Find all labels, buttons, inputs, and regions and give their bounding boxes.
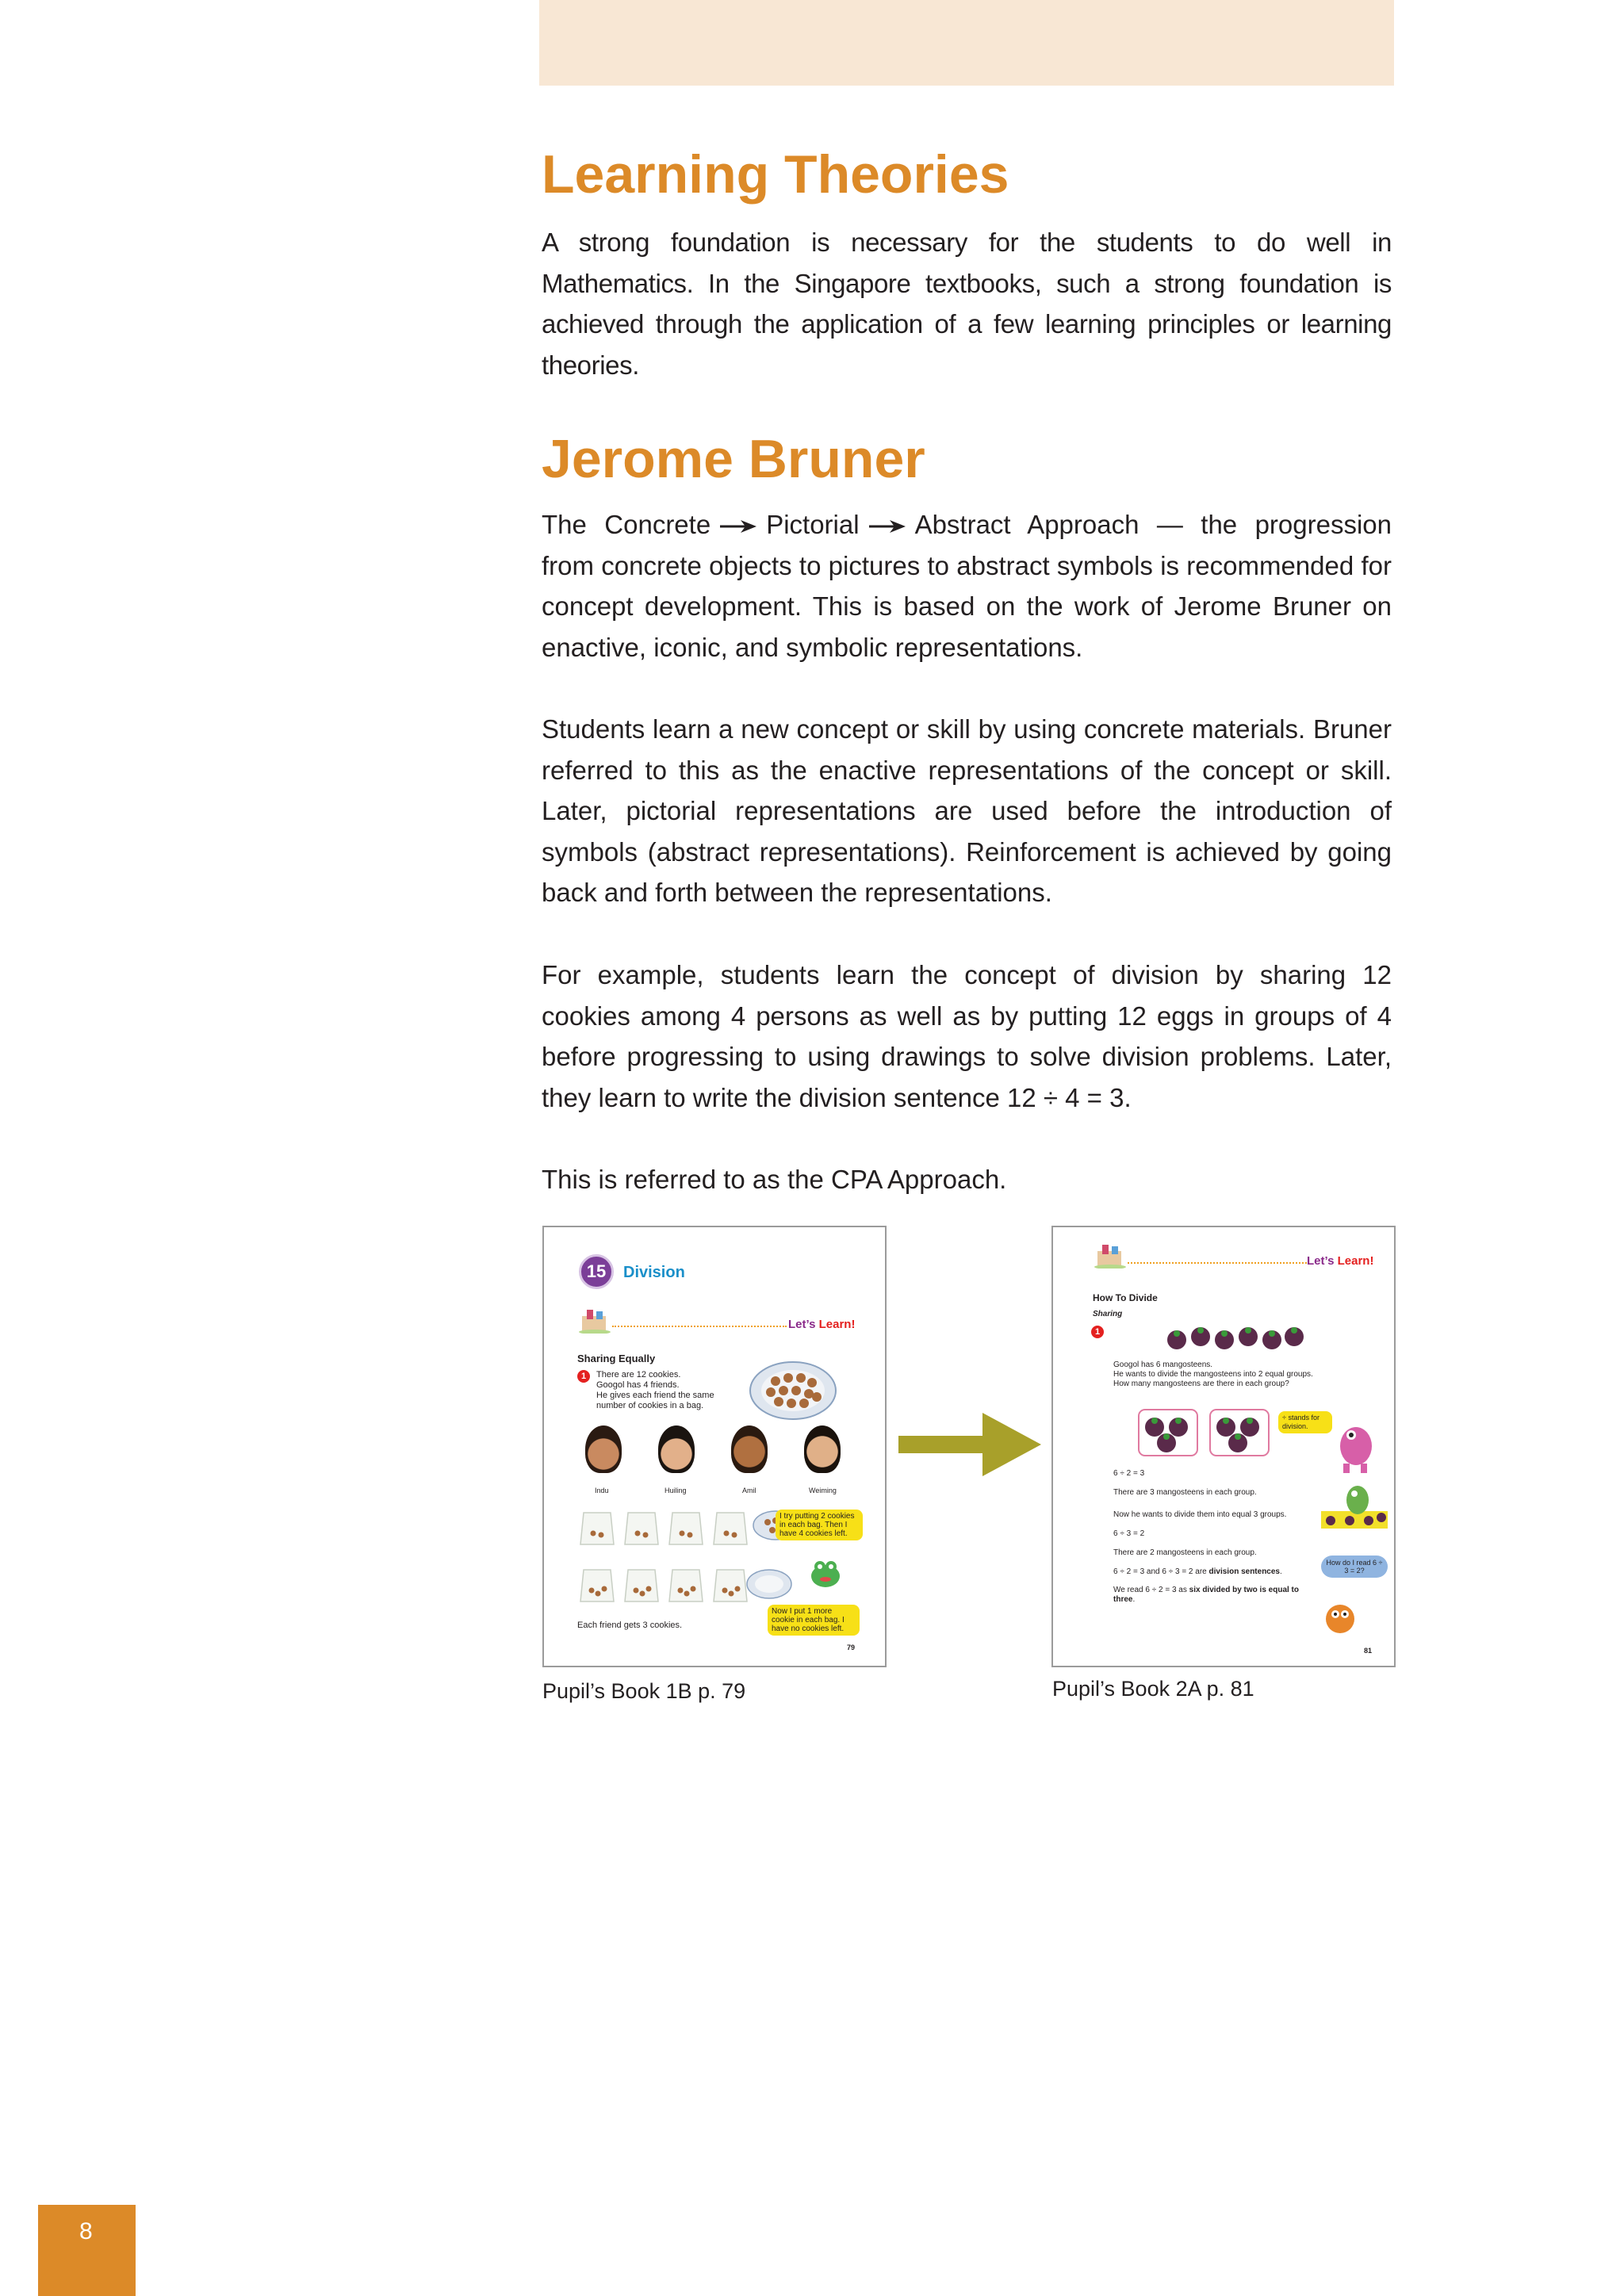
bruner-paragraph-1 — [542, 504, 1392, 668]
cpa-abstract-text: Abstract Approach — the progression from concrete objects to pictures to abstract symbols is recommended for concept development. This is based on the work of Jerome Bruner on enactive, iconic, and symbolic representations. — [542, 510, 1392, 662]
textbook-page-1b-79 — [542, 1226, 887, 1667]
child-photo-amil — [731, 1425, 768, 1473]
big-right-arrow-icon — [898, 1413, 1041, 1476]
line-3: There are 2 mangosteens in each group. — [1113, 1548, 1257, 1557]
child-photo-weiming — [804, 1425, 841, 1473]
child-photo-indu — [585, 1425, 622, 1473]
right-arrow-icon — [868, 519, 907, 534]
chapter-badge: 15 — [579, 1254, 614, 1289]
name-amil: Amil — [742, 1487, 756, 1494]
cookie-bags-row-1 — [579, 1505, 761, 1553]
name-huiling: Huiling — [665, 1487, 687, 1494]
right-arrow-icon — [718, 519, 758, 534]
lets-learn-label: Let’s Learn! — [788, 1318, 856, 1331]
cookie-plate — [749, 1360, 837, 1425]
intro-paragraph: A strong foundation is necessary for the students to do well in Mathematics. In the Singapore textbooks, such a strong foundation is achieved through the application of a few learning principles or learning theories. — [542, 228, 1392, 380]
caption-right: Pupil’s Book 2A p. 81 — [1052, 1677, 1254, 1701]
heading-learning-theories: Learning Theories — [542, 144, 1009, 205]
cookie-bags-row-2 — [579, 1562, 761, 1610]
speech-bubble-read: How do I read 6 ÷ 3 = 2? — [1321, 1556, 1388, 1578]
lets-learn-label: Let’s Learn! — [1307, 1254, 1374, 1268]
cpa-concrete-text: The Concrete — [542, 510, 711, 539]
page-number: 8 — [79, 2218, 93, 2244]
header-band — [539, 0, 1394, 86]
line-5: We read 6 ÷ 2 = 3 as six divided by two is equal to three. — [1113, 1586, 1299, 1604]
empty-plate — [745, 1568, 793, 1604]
heading-jerome-bruner: Jerome Bruner — [542, 429, 925, 489]
castle-illustration — [579, 1307, 611, 1334]
equation-1: 6 ÷ 2 = 3 — [1113, 1469, 1145, 1478]
section-title: How To Divide — [1093, 1292, 1158, 1303]
subsection-title: Sharing — [1093, 1310, 1123, 1318]
googol-character — [806, 1554, 845, 1594]
child-photo-huiling — [658, 1425, 695, 1473]
problem-text: Googol has 6 mangosteens. He wants to divide the mangosteens into 2 equal groups. How many mangosteens are there in each group? — [1113, 1360, 1313, 1388]
dotted-line — [1128, 1262, 1307, 1264]
speech-bubble-1: I try putting 2 cookies in each bag. Then I have 4 cookies left. — [776, 1510, 863, 1540]
chapter-title: Division — [623, 1264, 685, 1281]
line-1: There are 3 mangosteens in each group. — [1113, 1488, 1257, 1497]
bruner-paragraph-2: Students learn a new concept or skill by using concrete materials. Bruner referred to this as the enactive representations of the concept or skill. Later, pictorial representations are used before the introduction of symbols (abstract representations). Reinforcement is achieved by going back and forth between the representations. — [542, 714, 1392, 907]
mangosteen-groups — [1137, 1408, 1272, 1463]
page-number-81: 81 — [1364, 1647, 1373, 1655]
castle-illustration — [1094, 1242, 1126, 1269]
step-number: 1 — [1091, 1326, 1104, 1338]
section-title: Sharing Equally — [577, 1353, 656, 1364]
line-2: Now he wants to divide them into equal 3 groups. — [1113, 1510, 1287, 1519]
orange-monster-character — [1318, 1594, 1362, 1642]
speech-bubble-division: ÷ stands for division. — [1278, 1411, 1332, 1433]
cpa-line: This is referred to as the CPA Approach. — [542, 1165, 1007, 1194]
line-4: 6 ÷ 2 = 3 and 6 ÷ 3 = 2 are division sentences. — [1113, 1567, 1282, 1576]
name-weiming: Weiming — [809, 1487, 837, 1494]
caption-left: Pupil’s Book 1B p. 79 — [542, 1679, 746, 1703]
pink-monster-character — [1332, 1411, 1380, 1479]
name-indu: Indu — [595, 1487, 609, 1494]
green-monster-character — [1318, 1479, 1389, 1542]
mangosteens-row — [1164, 1322, 1307, 1358]
step-number: 1 — [577, 1370, 590, 1383]
page-number-79: 79 — [847, 1644, 856, 1651]
textbook-page-2a-81 — [1051, 1226, 1396, 1667]
dotted-line — [612, 1326, 787, 1327]
result-text: Each friend gets 3 cookies. — [577, 1621, 683, 1630]
bruner-paragraph-3: For example, students learn the concept of division by sharing 12 cookies among 4 persons as well as by putting 12 eggs in groups of 4 before progressing to using drawings to solve division problems. Later, they learn to write the division sentence 12 ÷ 4 = 3. — [542, 960, 1392, 1112]
speech-bubble-2: Now I put 1 more cookie in each bag. I have no cookies left. — [768, 1605, 860, 1636]
cpa-pictorial-text: Pictorial — [766, 510, 860, 539]
equation-2: 6 ÷ 3 = 2 — [1113, 1529, 1145, 1538]
problem-text: There are 12 cookies. Googol has 4 friends. He gives each friend the same number of cookies in a bag. — [596, 1370, 714, 1410]
